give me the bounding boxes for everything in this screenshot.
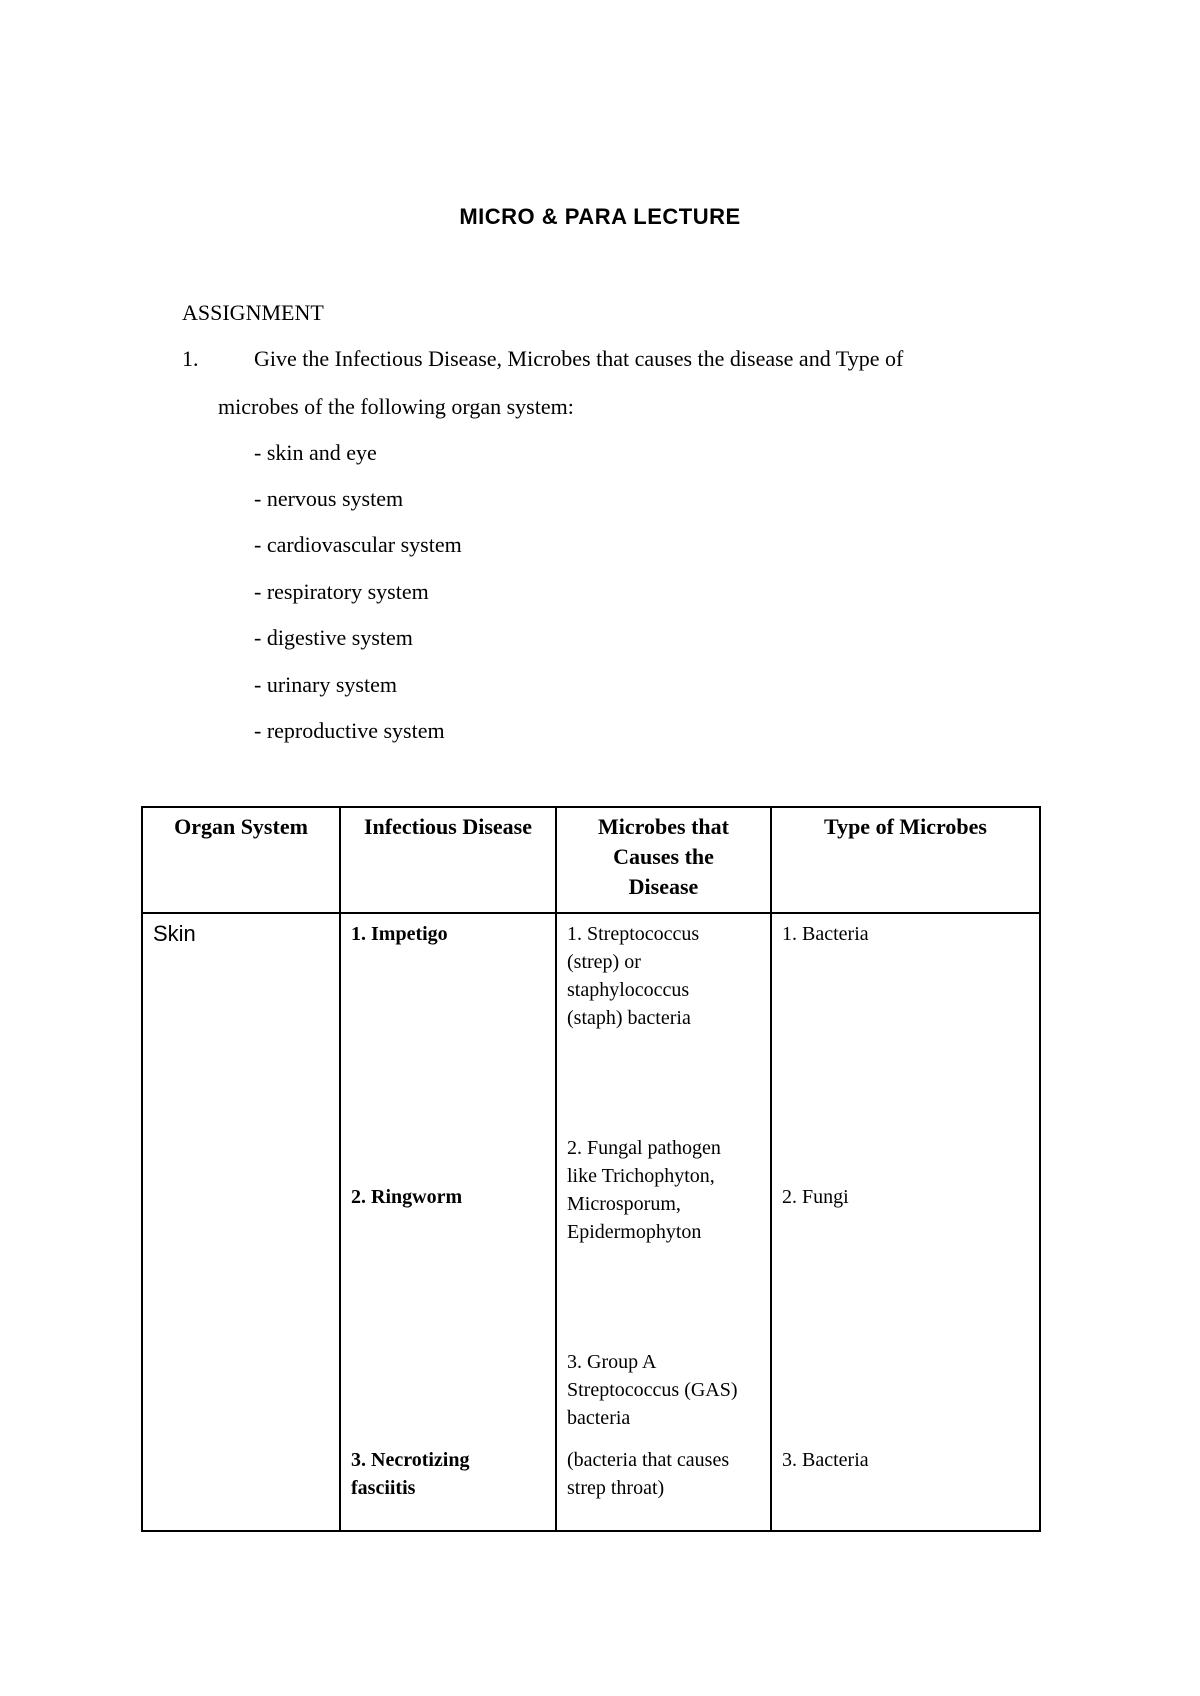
question-text-line-2: microbes of the following organ system: [218, 394, 574, 419]
header-microbes-line: Disease [628, 874, 699, 899]
list-item: - cardiovascular system [254, 532, 462, 557]
page-title: MICRO & PARA LECTURE [459, 204, 741, 229]
table-column-divider [339, 806, 341, 1532]
microbe-line: Streptococcus (GAS) [567, 1379, 738, 1401]
microbe-cell [567, 920, 699, 1032]
table-border-bottom [141, 1530, 1041, 1532]
list-item: - reproductive system [254, 718, 445, 743]
microbe-line: Microsporum, [567, 1193, 681, 1215]
microbe-line: bacteria [567, 1407, 631, 1429]
disease-line: 3. Necrotizing [351, 1449, 470, 1471]
table-column-divider [770, 806, 772, 1532]
microbe-line: 1. Streptococcus [567, 923, 700, 945]
list-item: - respiratory system [254, 579, 429, 604]
microbe-line: (strep) or [567, 951, 641, 973]
header-microbes [557, 812, 770, 902]
type-cell: 1. Bacteria [782, 923, 869, 945]
disease-cell: 2. Ringworm [351, 1186, 463, 1208]
microbe-line: 3. Group A [567, 1351, 657, 1373]
header-microbes-line: Microbes that [598, 814, 729, 839]
disease-cell: 1. Impetigo [351, 923, 448, 945]
table-border-right [1039, 806, 1041, 1532]
microbe-cell [567, 1134, 721, 1246]
type-cell: 3. Bacteria [782, 1449, 869, 1471]
microbe-line: (staph) bacteria [567, 1007, 691, 1029]
microbe-line: 2. Fungal pathogen [567, 1137, 721, 1159]
microbe-line: like Trichophyton, [567, 1165, 715, 1187]
list-item: - urinary system [254, 672, 397, 697]
assignment-label: ASSIGNMENT [182, 300, 324, 325]
type-cell: 2. Fungi [782, 1186, 849, 1208]
list-item: - skin and eye [254, 440, 377, 465]
disease-cell [351, 1446, 470, 1502]
microbe-note [567, 1446, 729, 1502]
table-column-divider [555, 806, 557, 1532]
microbe-line: staphylococcus [567, 979, 690, 1001]
question-number: 1. [182, 346, 199, 371]
microbe-line: Epidermophyton [567, 1221, 702, 1243]
table-header-divider [141, 912, 1041, 914]
microbe-note-line: (bacteria that causes [567, 1449, 730, 1471]
list-item: - digestive system [254, 625, 413, 650]
organ-system-cell: Skin [153, 921, 196, 946]
disease-table [141, 806, 1041, 1532]
table-border-left [141, 806, 143, 1532]
header-organ-system: Organ System [174, 814, 308, 839]
header-microbes-line: Causes the [613, 844, 714, 869]
list-item: - nervous system [254, 486, 404, 511]
disease-line: fasciitis [351, 1477, 416, 1499]
microbe-cell [567, 1348, 738, 1432]
table-border-top [141, 806, 1041, 808]
question-text-line-1: Give the Infectious Disease, Microbes that causes the disease and Type of [254, 346, 904, 371]
microbe-note-line: strep throat) [567, 1477, 665, 1499]
header-type-of-microbes: Type of Microbes [824, 814, 987, 839]
header-infectious-disease: Infectious Disease [363, 814, 533, 839]
